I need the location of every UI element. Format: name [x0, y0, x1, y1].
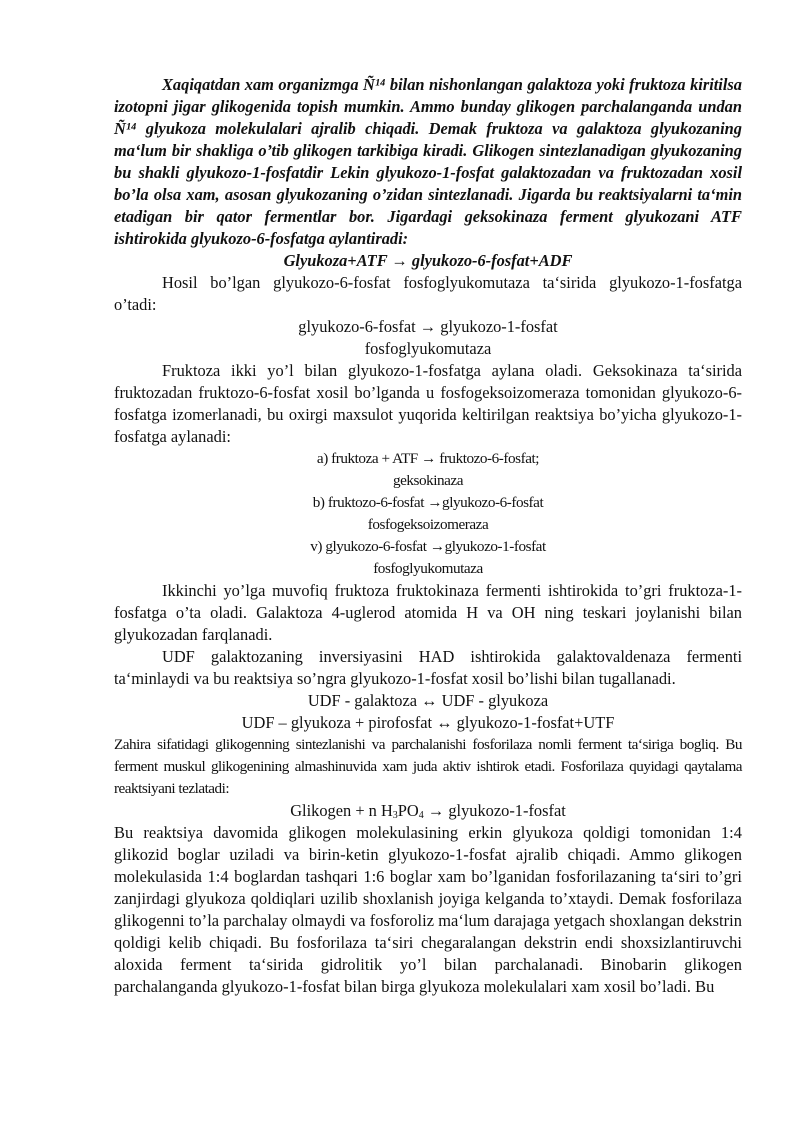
paragraph-reaction-details: Bu reaktsiya davomida glikogen molekulasining erkin glyukoza qoldigi tomonidan 1:4 glikozid boglar uziladi va birin-ketin glyukozo-1-fosfat ajralib chiqadi. Ammo glikogen molekulasida 1:4 boglardan tashqari 1:6 boglar xam bo’lganidan fosforilazaning ta‘siri to’gri zanjirdagi glyukoza qoldiqlari uzilib shoxlanish joyiga kelganda to’xtaydi. Demak fosforilaza glikogenni to’la parchalay olmaydi va fosforoliz ma‘lum darajaga yetgach shoxlangan dekstrin qoldigi kelib chiqadi. Bu fosforilaza ta‘siri chegaralangan dekstrin endi shoxsizlantiruvchi aloxida ferment ta‘sirida gidrolitik yo’l bilan parchalanadi. Binobarin glikogen parchalanganda glyukozo-1-fosfat bilan birga glyukoza molekulalari xam xosil bo’ladi. Bu: [114, 823, 742, 996]
equation-glucose-atf: Glyukoza+ATF → glyukozo-6-fosfat+ADF: [283, 251, 573, 270]
paragraph-glucose-6-phosphate: Hosil bo’lgan glyukozo-6-fosfat fosfoglyukomutaza ta‘sirida glyukozo-1-fosfatga o’tadi:: [114, 273, 742, 314]
equation-glycogen-left: Glikogen + n H: [290, 801, 393, 820]
reaction-v: v) glyukozo-6-fosfat →glyukozo-1-fosfat: [310, 538, 546, 555]
equation-glycogen-right: → glyukozo-1-fosfat: [423, 801, 566, 820]
subscript-4: 4: [418, 810, 424, 821]
reaction-b: b) fruktozo-6-fosfat →glyukozo-6-fosfat: [312, 494, 544, 511]
paragraph-intro: Xaqiqatdan xam organizmga Ñ¹⁴ bilan nishonlangan galaktoza yoki fruktoza kiritilsa izotopni jigar glikogenida topish mumkin. Ammo bunday glikogen parchalanganda undan Ñ¹⁴ glyukoza molekulalari ajralib chiqadi. Demak fruktoza va galaktoza glyukozaning ma‘lum bir shakliga o’tib glikogen tarkibiga kiradi. Glikogen sintezlanadigan glyukozaning bu shakli glyukozo-1-fosfatdir Lekin glyukozo-1-fosfat galaktozadan va fruktozadan xosil bo’la olsa xam, asosan glyukozaning o’zidan sintezlanadi. Jigarda bu reaktsiyalarni ta‘min etadigan bir qator fermentlar bor. Jigardagi geksokinaza ferment glyukozani ATF ishtirokida glyukozo-6-fosfatga aylantiradi:: [114, 75, 742, 248]
paragraph-second-way: Ikkinchi yo’lga muvofiq fruktoza fruktokinaza fermenti ishtirokida to’gri fruktoza-1-fosfatga o’ta oladi. Galaktoza 4-uglerod atomida H va OH ning teskari joylanishi bilan glyukozadan farqlanadi.: [114, 581, 742, 644]
subscript-3: 3: [392, 810, 398, 821]
paragraph-fructose: Fruktoza ikki yo’l bilan glyukozo-1-fosfatga aylana oladi. Geksokinaza ta‘sirida fruktozadan fruktozo-6-fosfat xosil bo’lganda u fosfogeksoizomeraza tomonidan glyukozo-6-fosfatga izomerlanadi, bu oxirgi maxsulot yuqorida keltirilgan reaktsiya bo’yicha glyukozo-1-fosfatga aylanadi:: [114, 361, 742, 446]
reaction-a: a) fruktoza + ATF → fruktozo-6-fosfat;: [316, 450, 540, 467]
reaction-b-enzyme: fosfogeksoizomeraza: [367, 516, 489, 533]
equation-glycogen-po: PO: [397, 801, 419, 820]
reaction-v-enzyme: fosfoglyukomutaza: [373, 560, 483, 577]
paragraph-phosphorylase: Zahira sifatidagi glikogenning sintezlanishi va parchalanishi fosforilaza nomli ferment ta‘siriga bogliq. Bu ferment muskul glikogenining almashinuvida xam juda aktiv ishtirok etadi. Fosforilaza quyidagi qaytalama reaktsiyani tezlatadi:: [114, 736, 742, 797]
document-page: [114, 74, 742, 998]
paragraph-udf: UDF galaktozaning inversiyasini HAD ishtirokida galaktovaldenaza fermenti ta‘minlaydi va bu reaktsiya so’ngra glyukozo-1-fosfat xosil bo’lishi bilan tugallanadi.: [114, 647, 742, 688]
equation-glycogen: [114, 800, 742, 822]
reaction-a-enzyme: geksokinaza: [392, 472, 464, 489]
equation-enzyme-label: fosfoglyukomutaza: [364, 339, 492, 358]
equation-udf-galactose: UDF - galaktoza ↔ UDF - glyukoza: [307, 691, 549, 710]
equation-glucose-6-to-1: glyukozo-6-fosfat → glyukozo-1-fosfat: [298, 317, 558, 336]
equation-udf-glucose: UDF – glyukoza + pirofosfat ↔ glyukozo-1-fosfat+UTF: [241, 713, 615, 732]
